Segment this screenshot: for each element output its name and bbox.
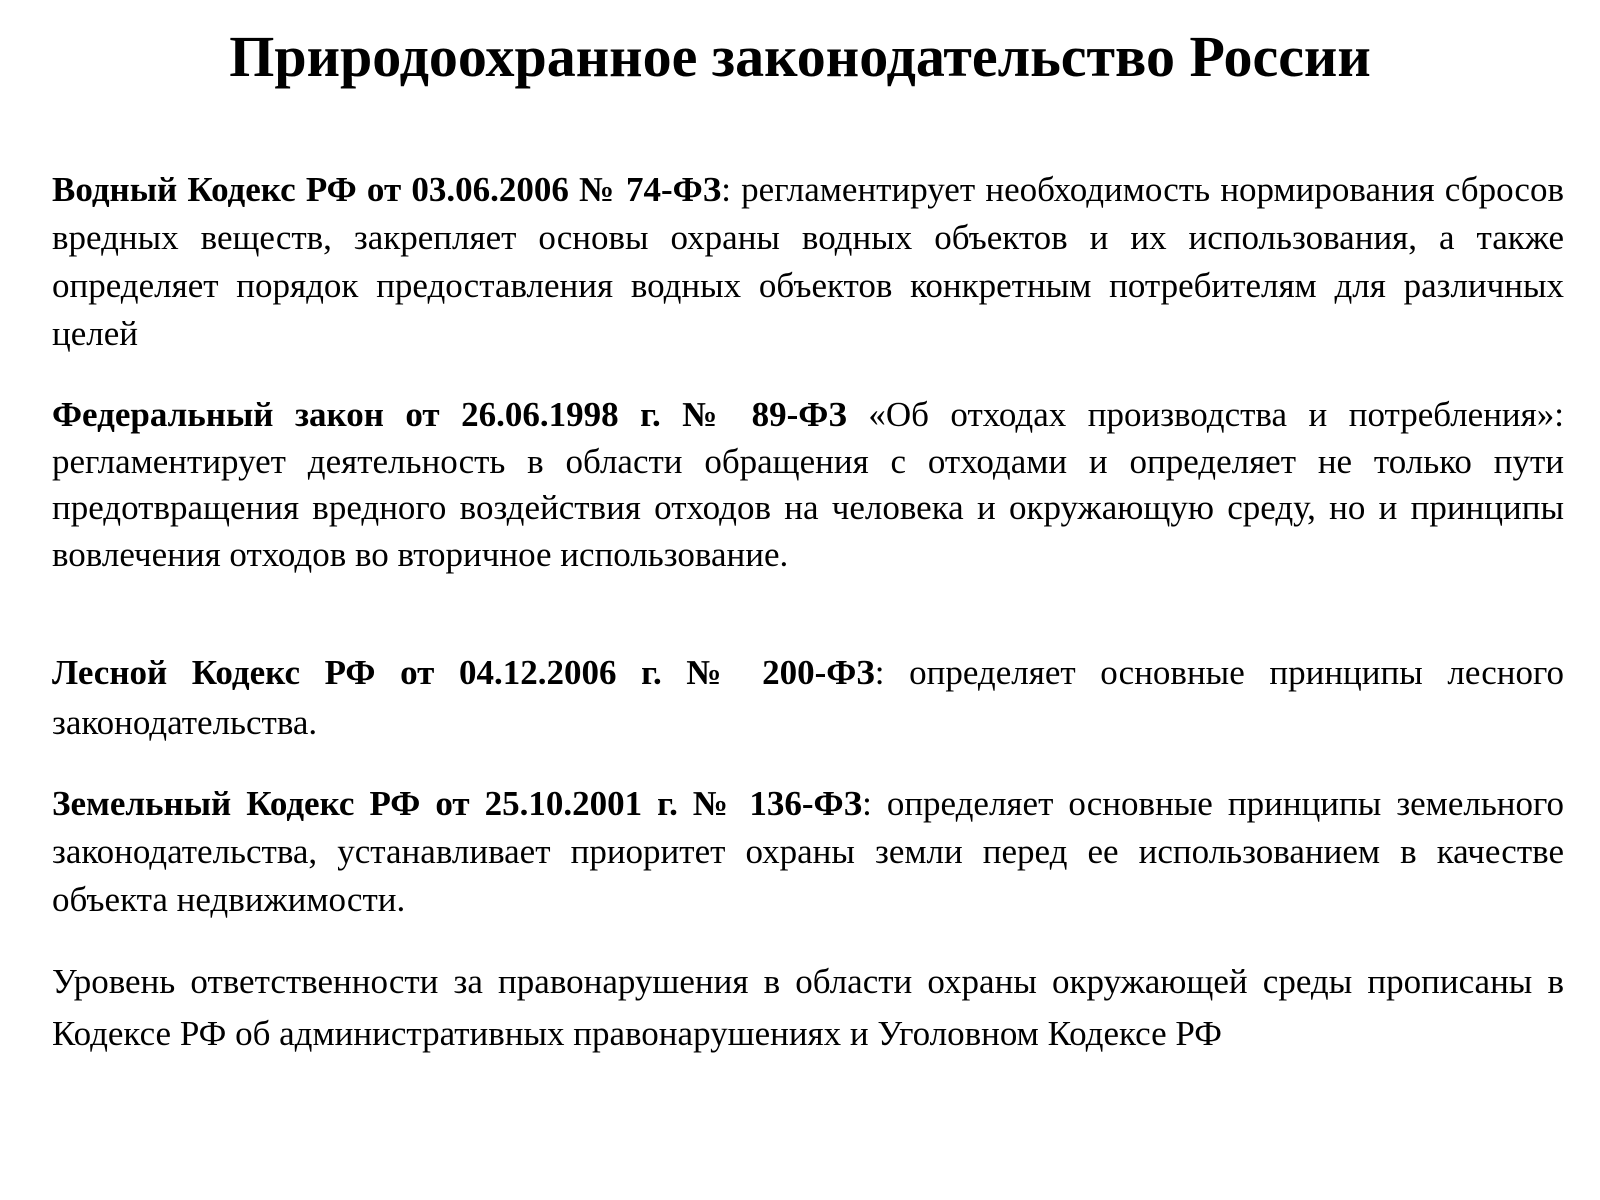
paragraph-lead: Федеральный закон от 26.06.1998 г. № 89-ФЗ (52, 395, 847, 434)
paragraph-liability (52, 956, 1564, 1060)
paragraph-text: : определяет основные принципы лесного законодательства. (52, 653, 1564, 742)
paragraph-lead: Земельный Кодекс РФ от 25.10.2001 г. № 136-ФЗ (52, 784, 863, 823)
paragraph-land-code (52, 780, 1564, 924)
paragraph-lead: Водный Кодекс РФ от 03.06.2006 № 74-ФЗ (52, 170, 722, 209)
page-title: Природоохранное законодательство России (229, 24, 1371, 89)
paragraph-waste-law (52, 392, 1564, 578)
paragraph-text: «Об отходах производства и потребления»: регламентирует деятельность в области обращения с отходами и определяет не только пути предотвращения вредного воздействия отходов на человека и окружающую среду, но и принципы вовлечения отходов во вторичное использование. (52, 395, 1564, 574)
paragraph-text: : определяет основные принципы земельного законодательства, устанавливает приоритет охраны земли перед ее использованием в качестве объекта недвижимости. (52, 784, 1565, 919)
paragraph-text: : регламентирует необходимость нормирования сбросов вредных веществ, закрепляет основы охраны водных объектов и их использования, а также определяет порядок предоставления водных объектов конкретным потребителям для различных целей (52, 170, 1564, 353)
paragraph-lead: Лесной Кодекс РФ от 04.12.2006 г. № 200-ФЗ (52, 653, 875, 692)
paragraph-text: Уровень ответственности за правонарушения в области охраны окружающей среды прописаны в Кодексе РФ об административных правонарушениях и Уголовном Кодексе РФ (52, 962, 1564, 1053)
paragraph-water-code (52, 166, 1564, 358)
paragraph-forest-code (52, 648, 1564, 748)
